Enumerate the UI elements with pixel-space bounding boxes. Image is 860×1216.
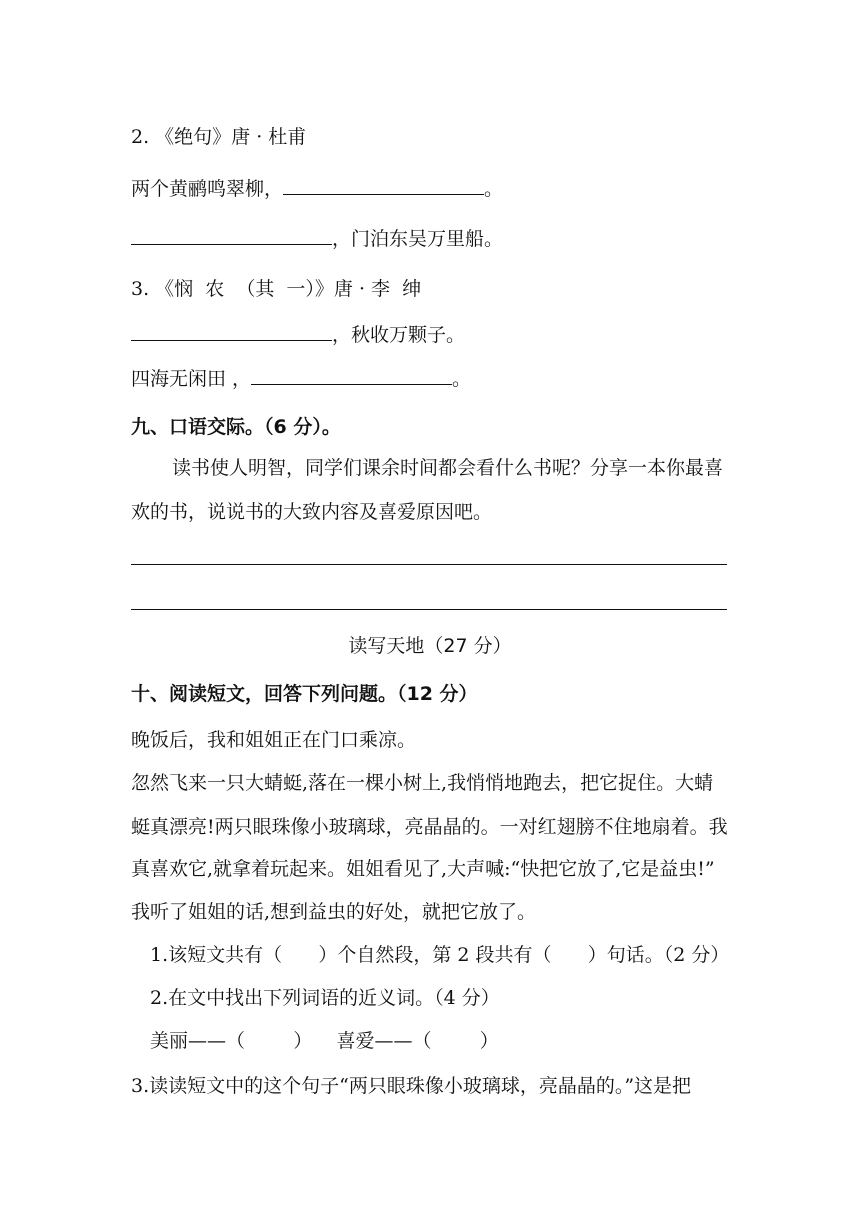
- section10-para2-line: 忽然飞来一只大蜻蜓,落在一棵小树上,我悄悄地跑去，把它捉住。大蜻: [131, 772, 714, 794]
- section10-heading: 十、阅读短文，回答下列问题。（12 分）: [131, 683, 478, 705]
- section10-para2-line: 我听了姐姐的话,想到益虫的好处，就把它放了。: [131, 901, 537, 923]
- poem3-line1-suffix: ，秋收万颗子。: [332, 324, 466, 346]
- poem3-line2-suffix: 。: [452, 368, 472, 390]
- poem3-line2-prefix: 四海无闲田 ，: [131, 368, 252, 390]
- poem3-line2: [131, 370, 471, 389]
- poem2-line2-suffix: ，门泊东吴万里船。: [332, 228, 504, 250]
- question-2-words: 美丽——（ ） 喜爱——（ ）: [150, 1030, 499, 1052]
- part-title: 读写天地（27 分）: [348, 635, 512, 657]
- poem2-title: 2. 《绝句》唐 · 杜甫: [131, 126, 307, 148]
- poem2-blank-2[interactable]: [131, 230, 332, 245]
- section9-prompt-line1: 读书使人明智，同学们课余时间都会看什么书呢？分享一本你最喜: [172, 457, 724, 479]
- poem2-line2: [131, 230, 503, 249]
- poem2-line1-suffix: 。: [484, 178, 504, 200]
- section10-para1: 晚饭后，我和姐姐正在门口乘凉。: [131, 729, 417, 751]
- poem2-blank-1[interactable]: [283, 180, 484, 195]
- poem3-blank-2[interactable]: [251, 370, 452, 385]
- poem3-title: 3. 《悯 农 （其 一）》唐 · 李 绅: [131, 278, 422, 300]
- section10-para2-line: 蜓真漂亮!两只眼珠像小玻璃球，亮晶晶的。一对红翅膀不住地扇着。我: [131, 816, 728, 838]
- section9-prompt-line2: 欢的书，说说书的大致内容及喜爱原因吧。: [131, 501, 493, 523]
- section10-para2-line: 真喜欢它,就拿着玩起来。姐姐看见了,大声喊:“快把它放了,它是益虫!”: [131, 858, 715, 880]
- question-3: 3.读读短文中的这个句子“两只眼珠像小玻璃球，亮晶晶的。”这是把: [131, 1075, 692, 1097]
- poem2-line1-prefix: 两个黄鹂鸣翠柳，: [131, 178, 284, 200]
- question-2: 2.在文中找出下列词语的近义词。（4 分）: [150, 987, 500, 1009]
- section9-heading: 九、口语交际。（6 分）。: [131, 416, 341, 438]
- answer-line-1[interactable]: [131, 564, 727, 565]
- poem3-blank-1[interactable]: [131, 326, 332, 341]
- answer-line-2[interactable]: [131, 609, 727, 610]
- question-1: 1.该短文共有（ ）个自然段，第 2 段共有（ ）句话。（2 分）: [150, 944, 730, 966]
- poem2-line1: [131, 180, 503, 199]
- poem3-line1: [131, 326, 465, 345]
